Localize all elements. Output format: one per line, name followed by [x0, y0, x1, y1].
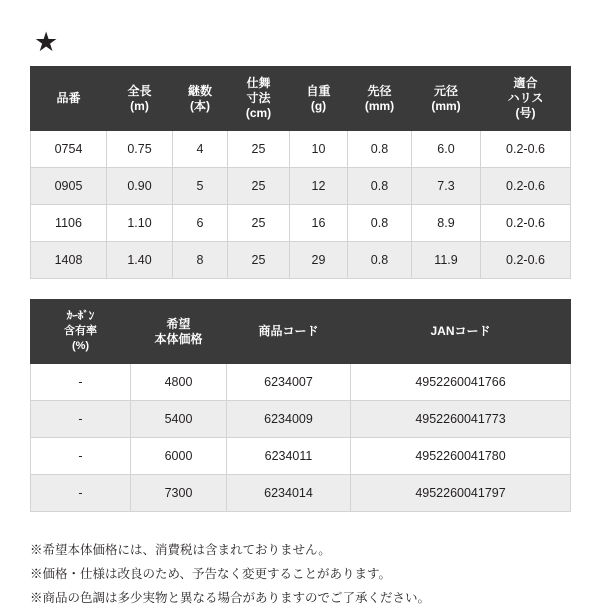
- col-header-closed-length: 仕舞 寸法 (cm): [228, 67, 290, 131]
- table-row: [31, 205, 571, 242]
- cell-carbon-content: -: [31, 438, 131, 475]
- table-row: [31, 242, 571, 279]
- cell-carbon-content: -: [31, 475, 131, 512]
- cell-weight: 16: [290, 205, 348, 242]
- cell-closed-length: 25: [228, 242, 290, 279]
- cell-length: 1.40: [107, 242, 173, 279]
- col-header-butt-diameter: 元径 (mm): [412, 67, 481, 131]
- col-header-jan-code: JANコード: [351, 300, 571, 364]
- cell-product-code: 6234014: [227, 475, 351, 512]
- cell-weight: 29: [290, 242, 348, 279]
- star-icon: ★: [34, 26, 59, 57]
- cell-jan-code: 4952260041773: [351, 401, 571, 438]
- cell-model: 1408: [31, 242, 107, 279]
- cell-model: 0754: [31, 131, 107, 168]
- cell-length: 1.10: [107, 205, 173, 242]
- cell-sections: 6: [173, 205, 228, 242]
- table-row: [31, 438, 571, 475]
- cell-carbon-content: -: [31, 364, 131, 401]
- table-row: [31, 475, 571, 512]
- cell-butt-diameter: 7.3: [412, 168, 481, 205]
- cell-tip-diameter: 0.8: [348, 242, 412, 279]
- footnote-color: ※商品の色調は多少実物と異なる場合がありますのでご了承ください。: [30, 591, 431, 605]
- cell-price: 4800: [131, 364, 227, 401]
- cell-sections: 8: [173, 242, 228, 279]
- cell-jan-code: 4952260041797: [351, 475, 571, 512]
- cell-line-rating: 0.2-0.6: [481, 242, 571, 279]
- cell-product-code: 6234009: [227, 401, 351, 438]
- spec-table-primary: [30, 66, 571, 279]
- col-header-length: 全長 (m): [107, 67, 173, 131]
- cell-length: 0.90: [107, 168, 173, 205]
- cell-line-rating: 0.2-0.6: [481, 131, 571, 168]
- cell-tip-diameter: 0.8: [348, 168, 412, 205]
- table-header-row: [31, 300, 571, 364]
- table-row: [31, 401, 571, 438]
- cell-model: 1106: [31, 205, 107, 242]
- footnotes: [30, 538, 570, 610]
- cell-sections: 5: [173, 168, 228, 205]
- footnote-tax: ※希望本体価格には、消費税は含まれておりません。: [30, 543, 331, 557]
- col-header-carbon-content: ｶｰﾎﾞﾝ 含有率 (%): [31, 300, 131, 364]
- cell-tip-diameter: 0.8: [348, 205, 412, 242]
- star-row: [30, 26, 570, 58]
- cell-price: 6000: [131, 438, 227, 475]
- cell-price: 7300: [131, 475, 227, 512]
- cell-price: 5400: [131, 401, 227, 438]
- cell-line-rating: 0.2-0.6: [481, 205, 571, 242]
- col-header-tip-diameter: 先径 (mm): [348, 67, 412, 131]
- cell-sections: 4: [173, 131, 228, 168]
- cell-jan-code: 4952260041766: [351, 364, 571, 401]
- table-header-row: [31, 67, 571, 131]
- cell-model: 0905: [31, 168, 107, 205]
- cell-butt-diameter: 8.9: [412, 205, 481, 242]
- col-header-price: 希望 本体価格: [131, 300, 227, 364]
- cell-closed-length: 25: [228, 131, 290, 168]
- cell-product-code: 6234011: [227, 438, 351, 475]
- table-row: [31, 131, 571, 168]
- cell-carbon-content: -: [31, 401, 131, 438]
- cell-closed-length: 25: [228, 205, 290, 242]
- cell-tip-diameter: 0.8: [348, 131, 412, 168]
- cell-jan-code: 4952260041780: [351, 438, 571, 475]
- col-header-model: 品番: [31, 67, 107, 131]
- cell-product-code: 6234007: [227, 364, 351, 401]
- col-header-product-code: 商品コード: [227, 300, 351, 364]
- cell-line-rating: 0.2-0.6: [481, 168, 571, 205]
- cell-butt-diameter: 11.9: [412, 242, 481, 279]
- col-header-line-rating: 適合 ハリス (号): [481, 67, 571, 131]
- footnote-spec-change: ※価格・仕様は改良のため、予告なく変更することがあります。: [30, 567, 392, 581]
- spec-table-secondary: [30, 299, 571, 512]
- cell-weight: 12: [290, 168, 348, 205]
- col-header-sections: 継数 (本): [173, 67, 228, 131]
- cell-weight: 10: [290, 131, 348, 168]
- table-row: [31, 364, 571, 401]
- cell-butt-diameter: 6.0: [412, 131, 481, 168]
- cell-length: 0.75: [107, 131, 173, 168]
- cell-closed-length: 25: [228, 168, 290, 205]
- table-row: [31, 168, 571, 205]
- col-header-weight: 自重 (g): [290, 67, 348, 131]
